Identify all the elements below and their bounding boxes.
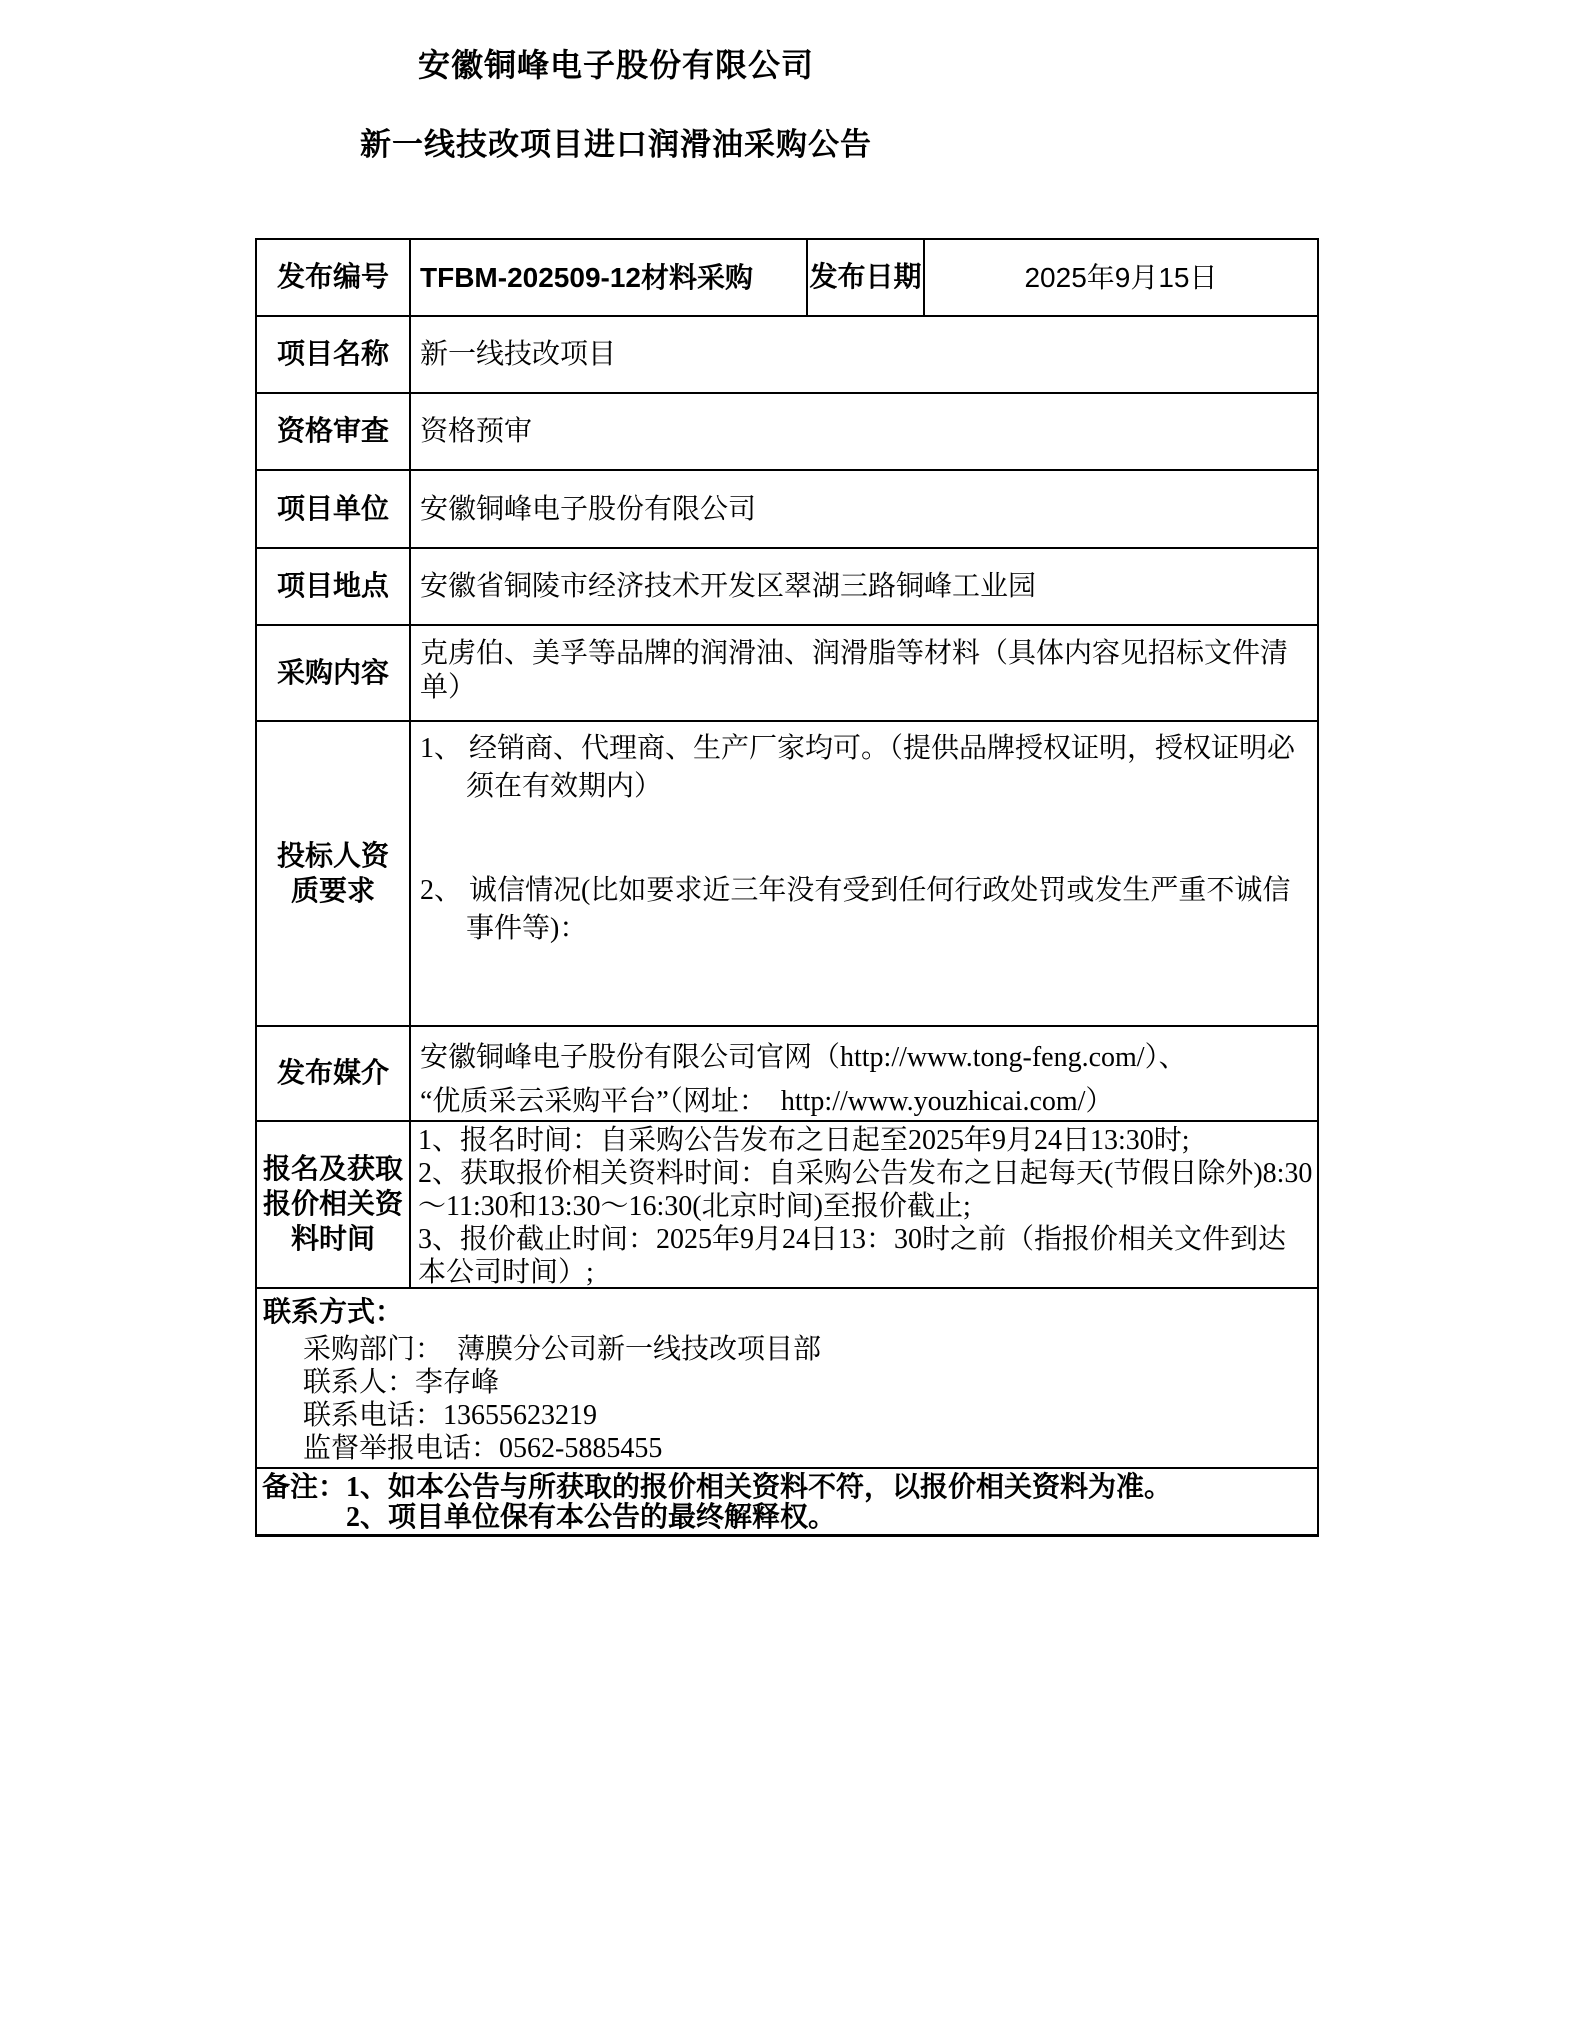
project-location-value: 安徽省铜陵市经济技术开发区翠湖三路铜峰工业园 [409, 549, 1317, 624]
contact-department: 采购部门： 薄膜分公司新一线技改项目部 [303, 1334, 822, 1365]
media-line-official-site: 安徽铜峰电子股份有限公司官网（http://www.tong-feng.com/）、 [420, 1042, 1187, 1073]
publish-media-content [409, 1027, 1317, 1120]
table-row-schedule [257, 1120, 1317, 1287]
contact-supervision-phone: 监督举报电话：0562-5885455 [303, 1433, 663, 1464]
schedule-content [409, 1122, 1317, 1287]
table-row-publish-media [257, 1025, 1317, 1120]
qualification-item-1: 1、 经销商、代理商、生产厂家均可。（提供品牌授权证明，授权证明必须在有效期内） [420, 733, 1296, 802]
schedule-item-deadline: 3、报价截止时间：2025年9月24日13：30时之前（指报价相关文件到达本公司时间）; [418, 1224, 1287, 1287]
project-name-value: 新一线技改项目 [409, 317, 1317, 392]
qualification-review-label: 资格审查 [276, 416, 389, 447]
purchase-content-value: 克虏伯、美孚等品牌的润滑油、润滑脂等材料（具体内容见招标文件清单） [409, 626, 1317, 720]
table-row-project-unit [257, 469, 1317, 547]
publish-no-label-text: 发布编号 [276, 262, 389, 293]
company-title: 安徽铜峰电子股份有限公司 [417, 47, 814, 83]
bidder-qualification-content [409, 722, 1317, 1025]
purchase-content-label: 采购内容 [276, 657, 389, 689]
table-row-purchase-content [257, 624, 1317, 720]
media-line-platform: “优质采云采购平台”（网址： http://www.youzhicai.com/） [420, 1086, 1114, 1117]
publish-date-label [806, 240, 923, 315]
schedule-label: 报名及获取报价相关资料时间 [262, 1154, 403, 1255]
qualification-review-value: 资格预审 [409, 394, 1317, 469]
remark-label: 备注： [262, 1472, 347, 1503]
table-row-contact [257, 1287, 1317, 1467]
contact-block [257, 1289, 1317, 1467]
project-location-label: 项目地点 [276, 571, 389, 602]
remark-block [257, 1469, 1317, 1534]
qualification-item-2: 2、 诚信情况(比如要求近三年没有受到任何行政处罚或发生严重不诚信事件等)： [420, 875, 1291, 944]
table-row-remark [257, 1467, 1317, 1534]
schedule-item-obtain-docs: 2、获取报价相关资料时间：自采购公告发布之日起每天(节假日除外)8:30～11:30和13:30～16:30(北京时间)至报价截止; [418, 1158, 1313, 1222]
announcement-subtitle: 新一线技改项目进口润滑油采购公告 [360, 127, 872, 162]
publish-date-value: 2025年9月15日 [923, 240, 1317, 315]
project-unit-label: 项目单位 [276, 493, 389, 525]
publish-no-label [257, 240, 409, 315]
contact-heading: 联系方式： [263, 1297, 404, 1328]
bidder-qualification-label: 投标人资质要求 [276, 840, 389, 907]
project-unit-value: 安徽铜峰电子股份有限公司 [409, 471, 1317, 547]
table-row-bidder-qualification [257, 720, 1317, 1025]
remark-line-1 [262, 1473, 1311, 1503]
remark-item-1: 1、如本公告与所获取的报价相关资料不符，以报价相关资料为准。 [346, 1472, 1173, 1503]
announcement-table [255, 238, 1319, 1537]
contact-person: 联系人：李存峰 [303, 1367, 500, 1398]
publish-date-label-text: 发布日期 [809, 262, 922, 293]
contact-phone: 联系电话：13655623219 [303, 1400, 598, 1431]
publish-no-value: TFBM-202509-12材料采购 [409, 240, 806, 315]
schedule-item-registration: 1、报名时间：自采购公告发布之日起至2025年9月24日13:30时; [418, 1125, 1190, 1156]
table-row-project-location [257, 547, 1317, 624]
remark-item-2: 2、项目单位保有本公告的最终解释权。 [346, 1502, 837, 1533]
publish-media-label: 发布媒介 [276, 1058, 389, 1089]
table-row-project-name [257, 315, 1317, 392]
project-name-label: 项目名称 [276, 339, 389, 370]
table-row-qualification-review [257, 392, 1317, 469]
table-row-publish-no [257, 240, 1317, 315]
